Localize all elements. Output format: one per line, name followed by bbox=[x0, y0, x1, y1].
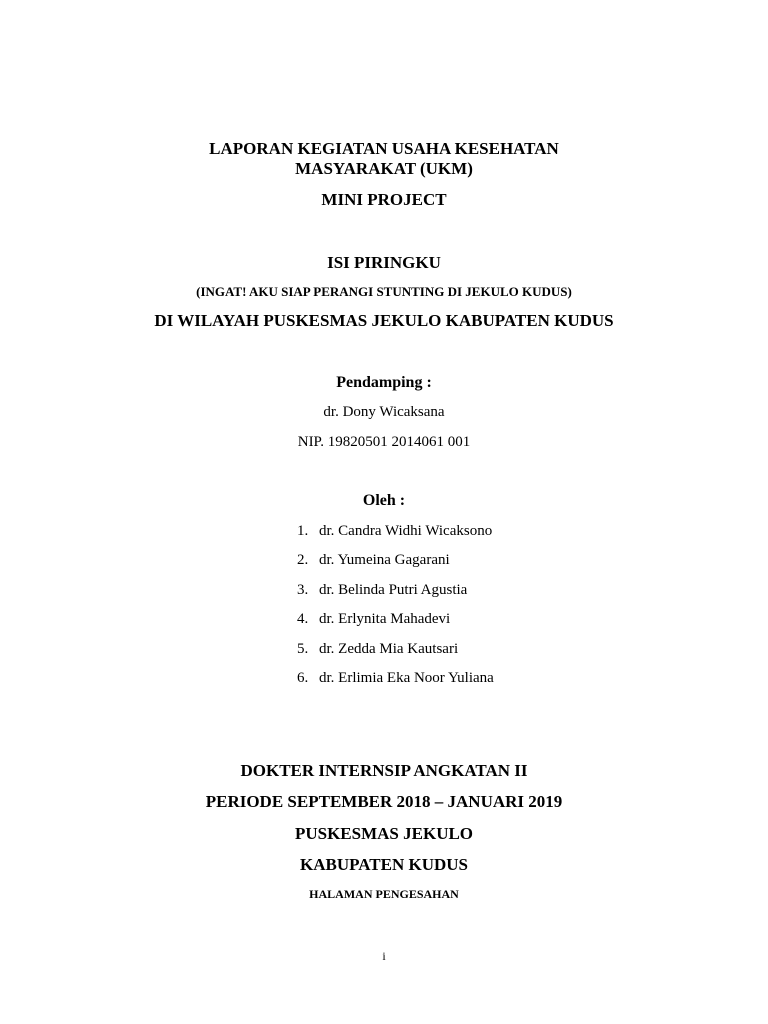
project-name: ISI PIRINGKU bbox=[327, 253, 441, 272]
author-item bbox=[297, 583, 494, 612]
author-item bbox=[297, 612, 494, 641]
footer-line-1: DOKTER INTERNSIP ANGKATAN II bbox=[240, 761, 528, 780]
author-number: 6. bbox=[297, 669, 309, 686]
author-number: 4. bbox=[297, 611, 309, 628]
authors-list bbox=[297, 524, 494, 700]
footer-line-4: KABUPATEN KUDUS bbox=[300, 855, 468, 874]
author-name: dr. Candra Widhi Wicaksono bbox=[319, 523, 493, 539]
supervisor-heading: Pendamping : bbox=[336, 374, 432, 391]
page-number: i bbox=[382, 949, 386, 963]
footer-line-5: HALAMAN PENGESAHAN bbox=[309, 887, 459, 901]
author-name: dr. Yumeina Gagarani bbox=[319, 552, 450, 569]
author-name: dr. Zedda Mia Kautsari bbox=[319, 640, 459, 657]
project-location: DI WILAYAH PUSKESMAS JEKULO KABUPATEN KUDUS bbox=[154, 311, 614, 330]
author-name: dr. Erlynita Mahadevi bbox=[319, 611, 451, 628]
author-item bbox=[297, 642, 494, 671]
author-number: 5. bbox=[297, 640, 309, 657]
supervisor-name: dr. Dony Wicaksana bbox=[323, 404, 445, 420]
supervisor-nip: NIP. 19820501 2014061 001 bbox=[297, 434, 471, 450]
author-number: 3. bbox=[297, 581, 309, 598]
report-title-line-3: MINI PROJECT bbox=[321, 190, 447, 209]
project-subtitle: (INGAT! AKU SIAP PERANGI STUNTING DI JEKULO KUDUS) bbox=[196, 284, 572, 299]
footer-line-2: PERIODE SEPTEMBER 2018 – JANUARI 2019 bbox=[205, 792, 563, 811]
author-name: dr. Belinda Putri Agustia bbox=[319, 581, 468, 598]
author-name: dr. Erlimia Eka Noor Yuliana bbox=[319, 669, 494, 686]
report-title-line-2: MASYARAKAT (UKM) bbox=[295, 159, 473, 178]
author-number: 2. bbox=[297, 552, 309, 569]
authors-heading: Oleh : bbox=[362, 492, 406, 509]
author-item bbox=[297, 671, 494, 700]
author-item bbox=[297, 524, 494, 553]
footer-line-3: PUSKESMAS JEKULO bbox=[294, 824, 474, 843]
author-number: 1. bbox=[297, 523, 309, 539]
author-item bbox=[297, 553, 494, 582]
report-title-line-1: LAPORAN KEGIATAN USAHA KESEHATAN bbox=[209, 139, 559, 158]
